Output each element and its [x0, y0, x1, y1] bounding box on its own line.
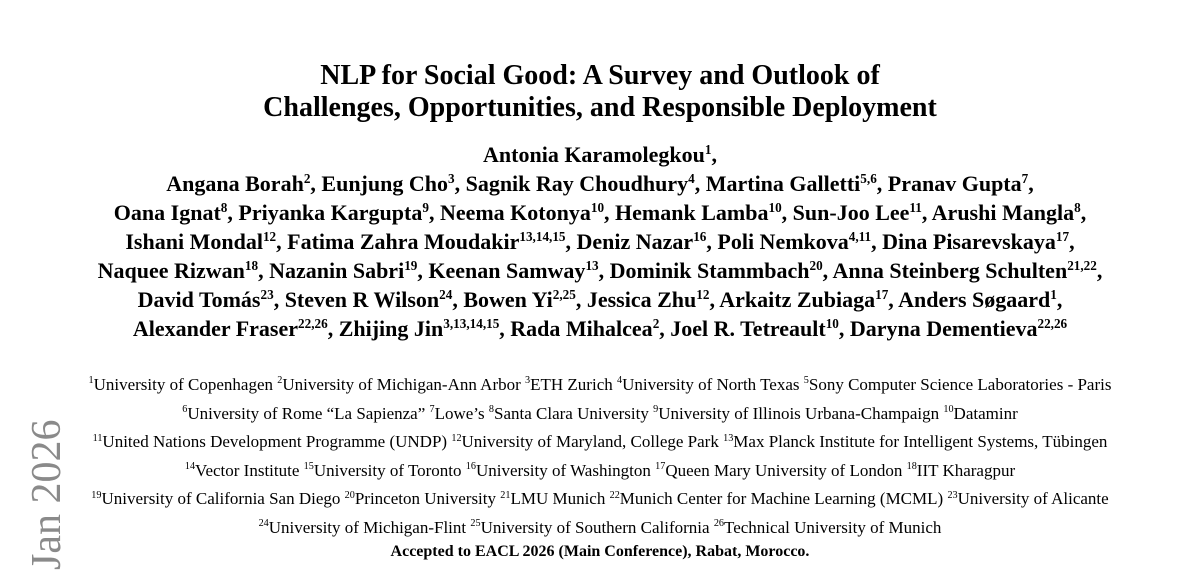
author-affiliation-marker: 4: [688, 171, 695, 186]
affiliation-name: University of North Texas: [622, 375, 799, 394]
author-name: Steven R Wilson: [285, 287, 439, 312]
author-name: Dominik Stammbach: [610, 258, 810, 283]
affiliation-name: LMU Munich: [510, 489, 605, 508]
affiliation-number: 9: [653, 404, 658, 415]
author-name: Oana Ignat: [114, 200, 221, 225]
author-list: [0, 140, 1200, 343]
author: [670, 316, 839, 341]
author-line: [0, 169, 1200, 198]
author: [888, 171, 1028, 196]
affiliation-number: 17: [655, 461, 665, 472]
author-separator: ,: [706, 229, 717, 254]
author-name: Fatima Zahra Moudakir: [287, 229, 519, 254]
author-name: Pranav Gupta: [888, 171, 1022, 196]
affiliation-line: [0, 428, 1200, 457]
author-separator: ,: [576, 287, 587, 312]
author: [932, 200, 1081, 225]
author-separator: ,: [604, 200, 615, 225]
author-affiliation-marker: 12: [696, 287, 709, 302]
author-name: Keenan Samway: [428, 258, 585, 283]
author-name: Arushi Mangla: [932, 200, 1074, 225]
affiliation: [500, 489, 605, 508]
affiliation-name: University of Alicante: [958, 489, 1109, 508]
author-name: Hemank Lamba: [615, 200, 768, 225]
affiliation-number: 13: [723, 433, 733, 444]
author-name: Joel R. Tetreault: [670, 316, 825, 341]
author-name: Sun-Joo Lee: [793, 200, 910, 225]
affiliation-line: [0, 400, 1200, 429]
author-name: David Tomás: [138, 287, 261, 312]
affiliation-line: [0, 514, 1200, 543]
author-separator: ,: [566, 229, 577, 254]
author-name: Daryna Dementieva: [850, 316, 1038, 341]
author: [166, 171, 310, 196]
author-separator: ,: [227, 200, 238, 225]
affiliation: [723, 432, 1107, 451]
author: [238, 200, 429, 225]
author-separator: ,: [659, 316, 670, 341]
author-name: Arkaitz Zubiaga: [719, 287, 875, 312]
affiliation: [185, 461, 300, 480]
affiliation-number: 4: [617, 375, 622, 386]
author-affiliation-marker: 22,26: [298, 316, 328, 331]
author-line: [0, 314, 1200, 343]
affiliation-name: University of Copenhagen: [94, 375, 273, 394]
author: [483, 142, 711, 167]
affiliation-number: 10: [943, 404, 953, 415]
author-affiliation-marker: 1: [1050, 287, 1057, 302]
author: [850, 316, 1067, 341]
author: [706, 171, 877, 196]
affiliation-name: Munich Center for Machine Learning (MCML): [620, 489, 943, 508]
author-name: Angana Borah: [166, 171, 304, 196]
author-name: Priyanka Kargupta: [238, 200, 422, 225]
author-separator: ,: [310, 171, 321, 196]
author-affiliation-marker: 9: [422, 200, 429, 215]
author-line: [0, 140, 1200, 169]
affiliation: [947, 489, 1108, 508]
affiliation: [804, 375, 1112, 394]
affiliation-number: 25: [470, 518, 480, 529]
affiliation-name: Queen Mary University of London: [665, 461, 902, 480]
author-name: Ishani Mondal: [125, 229, 263, 254]
arxiv-date-watermark: Jan 2026: [26, 420, 68, 570]
affiliation-line: [0, 457, 1200, 486]
author-affiliation-marker: 19: [404, 258, 417, 273]
affiliation: [451, 432, 719, 451]
author-line: [0, 227, 1200, 256]
author-affiliation-marker: 2: [653, 316, 660, 331]
author-separator: ,: [1081, 200, 1087, 225]
affiliation-name: Lowe’s: [435, 404, 485, 423]
author: [898, 287, 1057, 312]
title-line: Challenges, Opportunities, and Responsible Deployment: [0, 92, 1200, 124]
affiliation: [466, 461, 651, 480]
author: [138, 287, 274, 312]
author: [615, 200, 782, 225]
affiliation-name: University of Washington: [476, 461, 651, 480]
author-name: Alexander Fraser: [133, 316, 298, 341]
author-line: [0, 198, 1200, 227]
author-separator: ,: [877, 171, 888, 196]
author-name: Poli Nemkova: [717, 229, 848, 254]
author-affiliation-marker: 8: [1074, 200, 1081, 215]
affiliation-number: 15: [304, 461, 314, 472]
author: [610, 258, 823, 283]
author-affiliation-marker: 20: [809, 258, 822, 273]
affiliation-number: 5: [804, 375, 809, 386]
author-name: Nazanin Sabri: [269, 258, 404, 283]
arxiv-watermark-container: [0, 420, 60, 567]
affiliation: [430, 404, 485, 423]
author: [114, 200, 228, 225]
author: [717, 229, 871, 254]
affiliation: [93, 432, 447, 451]
author-name: Bowen Yi: [463, 287, 552, 312]
affiliation-name: Max Planck Institute for Intelligent Systems, Tübingen: [733, 432, 1107, 451]
affiliation-name: Santa Clara University: [494, 404, 649, 423]
affiliation-name: Princeton University: [355, 489, 496, 508]
affiliation-number: 2: [277, 375, 282, 386]
affiliation: [345, 489, 496, 508]
affiliation-number: 21: [500, 490, 510, 501]
author-separator: ,: [455, 171, 466, 196]
author-separator: ,: [782, 200, 793, 225]
author: [98, 258, 258, 283]
affiliation-line: [0, 485, 1200, 514]
author: [882, 229, 1069, 254]
affiliation-name: Sony Computer Science Laboratories - Paris: [809, 375, 1112, 394]
affiliation-number: 23: [947, 490, 957, 501]
author-affiliation-marker: 13,14,15: [519, 229, 565, 244]
affiliation-name: University of Michigan-Ann Arbor: [282, 375, 520, 394]
affiliation-number: 8: [489, 404, 494, 415]
affiliation: [470, 518, 709, 537]
affiliation-number: 16: [466, 461, 476, 472]
author-affiliation-marker: 23: [261, 287, 274, 302]
affiliation: [907, 461, 1016, 480]
author-affiliation-marker: 3,13,14,15: [443, 316, 499, 331]
author-affiliation-marker: 11: [909, 200, 921, 215]
author-affiliation-marker: 10: [826, 316, 839, 331]
author-separator: ,: [276, 229, 287, 254]
author-separator: ,: [599, 258, 610, 283]
author-separator: ,: [328, 316, 339, 341]
affiliation: [91, 489, 340, 508]
author: [440, 200, 604, 225]
author: [321, 171, 454, 196]
author-name: Eunjung Cho: [321, 171, 448, 196]
affiliation-number: 11: [93, 433, 103, 444]
author: [832, 258, 1096, 283]
author-separator: ,: [274, 287, 285, 312]
author-separator: ,: [258, 258, 269, 283]
author-name: Jessica Zhu: [587, 287, 696, 312]
author-name: Anders Søgaard: [898, 287, 1050, 312]
author-line: [0, 285, 1200, 314]
affiliation: [182, 404, 425, 423]
affiliation-name: ETH Zurich: [530, 375, 613, 394]
author-separator: ,: [888, 287, 898, 312]
author-separator: ,: [839, 316, 850, 341]
affiliation-number: 18: [907, 461, 917, 472]
author-affiliation-marker: 2,25: [553, 287, 576, 302]
affiliation-name: Dataminr: [954, 404, 1018, 423]
author-line: [0, 256, 1200, 285]
affiliation-number: 19: [91, 490, 101, 501]
author-affiliation-marker: 2: [304, 171, 311, 186]
affiliation: [653, 404, 939, 423]
author-affiliation-marker: 10: [591, 200, 604, 215]
author: [466, 171, 695, 196]
author: [269, 258, 417, 283]
affiliation: [610, 489, 944, 508]
author: [125, 229, 276, 254]
affiliation-number: 1: [89, 375, 94, 386]
affiliation-number: 24: [259, 518, 269, 529]
author-affiliation-marker: 4,11: [849, 229, 871, 244]
author: [285, 287, 453, 312]
affiliation: [655, 461, 902, 480]
author-separator: ,: [922, 200, 932, 225]
author-separator: ,: [429, 200, 440, 225]
affiliation-name: University of Michigan-Flint: [269, 518, 466, 537]
affiliation-number: 3: [525, 375, 530, 386]
author-separator: ,: [1097, 258, 1103, 283]
author-name: Naquee Rizwan: [98, 258, 245, 283]
author-separator: ,: [871, 229, 882, 254]
author-separator: ,: [499, 316, 510, 341]
affiliation-number: 14: [185, 461, 195, 472]
author-affiliation-marker: 21,22: [1067, 258, 1097, 273]
author: [510, 316, 659, 341]
venue-note: Accepted to EACL 2026 (Main Conference), Rabat, Morocco.: [0, 541, 1200, 563]
author: [577, 229, 707, 254]
affiliation-name: University of Rome “La Sapienza”: [187, 404, 425, 423]
author-separator: ,: [709, 287, 719, 312]
author-affiliation-marker: 3: [448, 171, 455, 186]
affiliation-number: 12: [451, 433, 461, 444]
author: [793, 200, 922, 225]
title-line: NLP for Social Good: A Survey and Outlook of: [0, 60, 1200, 92]
affiliation-name: University of Illinois Urbana-Champaign: [658, 404, 939, 423]
author-name: Neema Kotonya: [440, 200, 591, 225]
title: [0, 60, 1200, 124]
author-separator: ,: [1028, 171, 1034, 196]
affiliation-number: 26: [714, 518, 724, 529]
author-separator: ,: [452, 287, 463, 312]
author: [287, 229, 565, 254]
affiliation: [714, 518, 942, 537]
affiliation: [89, 375, 274, 394]
affiliation-number: 22: [610, 490, 620, 501]
author-name: Anna Steinberg Schulten: [832, 258, 1067, 283]
affiliation-name: IIT Kharagpur: [917, 461, 1015, 480]
author-affiliation-marker: 17: [1056, 229, 1069, 244]
author-separator: ,: [1069, 229, 1075, 254]
affiliation: [617, 375, 800, 394]
author-name: Rada Mihalcea: [510, 316, 652, 341]
author: [428, 258, 598, 283]
author-affiliation-marker: 13: [585, 258, 598, 273]
affiliation-number: 20: [345, 490, 355, 501]
author-name: Dina Pisarevskaya: [882, 229, 1056, 254]
author-affiliation-marker: 24: [439, 287, 452, 302]
author: [339, 316, 500, 341]
author-separator: ,: [417, 258, 428, 283]
affiliation-name: United Nations Development Programme (UNDP): [102, 432, 447, 451]
author-separator: ,: [711, 142, 717, 167]
author-affiliation-marker: 1: [705, 142, 712, 157]
author-name: Sagnik Ray Choudhury: [466, 171, 689, 196]
author-affiliation-marker: 8: [221, 200, 228, 215]
affiliation: [943, 404, 1017, 423]
affiliation-name: University of Maryland, College Park: [462, 432, 719, 451]
affiliation-name: University of Toronto: [314, 461, 462, 480]
author-separator: ,: [1057, 287, 1063, 312]
affiliation: [277, 375, 521, 394]
author-separator: ,: [695, 171, 706, 196]
affiliation: [489, 404, 649, 423]
author-separator: ,: [823, 258, 833, 283]
author-affiliation-marker: 16: [693, 229, 706, 244]
affiliation-number: 7: [430, 404, 435, 415]
author-name: Antonia Karamolegkou: [483, 142, 705, 167]
affiliation-list: [0, 371, 1200, 543]
author-name: Deniz Nazar: [577, 229, 694, 254]
affiliation-name: University of California San Diego: [101, 489, 340, 508]
author-affiliation-marker: 22,26: [1037, 316, 1067, 331]
author-affiliation-marker: 18: [245, 258, 258, 273]
author-affiliation-marker: 10: [768, 200, 781, 215]
author-affiliation-marker: 5,6: [860, 171, 876, 186]
author-affiliation-marker: 7: [1022, 171, 1029, 186]
affiliation: [525, 375, 613, 394]
affiliation-number: 6: [182, 404, 187, 415]
affiliation: [304, 461, 462, 480]
author: [719, 287, 888, 312]
author: [587, 287, 710, 312]
affiliation: [259, 518, 467, 537]
affiliation-name: University of Southern California: [481, 518, 710, 537]
author-name: Zhijing Jin: [339, 316, 444, 341]
author: [133, 316, 328, 341]
author: [463, 287, 576, 312]
author-affiliation-marker: 12: [263, 229, 276, 244]
affiliation-name: Technical University of Munich: [724, 518, 941, 537]
author-affiliation-marker: 17: [875, 287, 888, 302]
affiliation-name: Vector Institute: [195, 461, 299, 480]
author-name: Martina Galletti: [706, 171, 861, 196]
affiliation-line: [0, 371, 1200, 400]
